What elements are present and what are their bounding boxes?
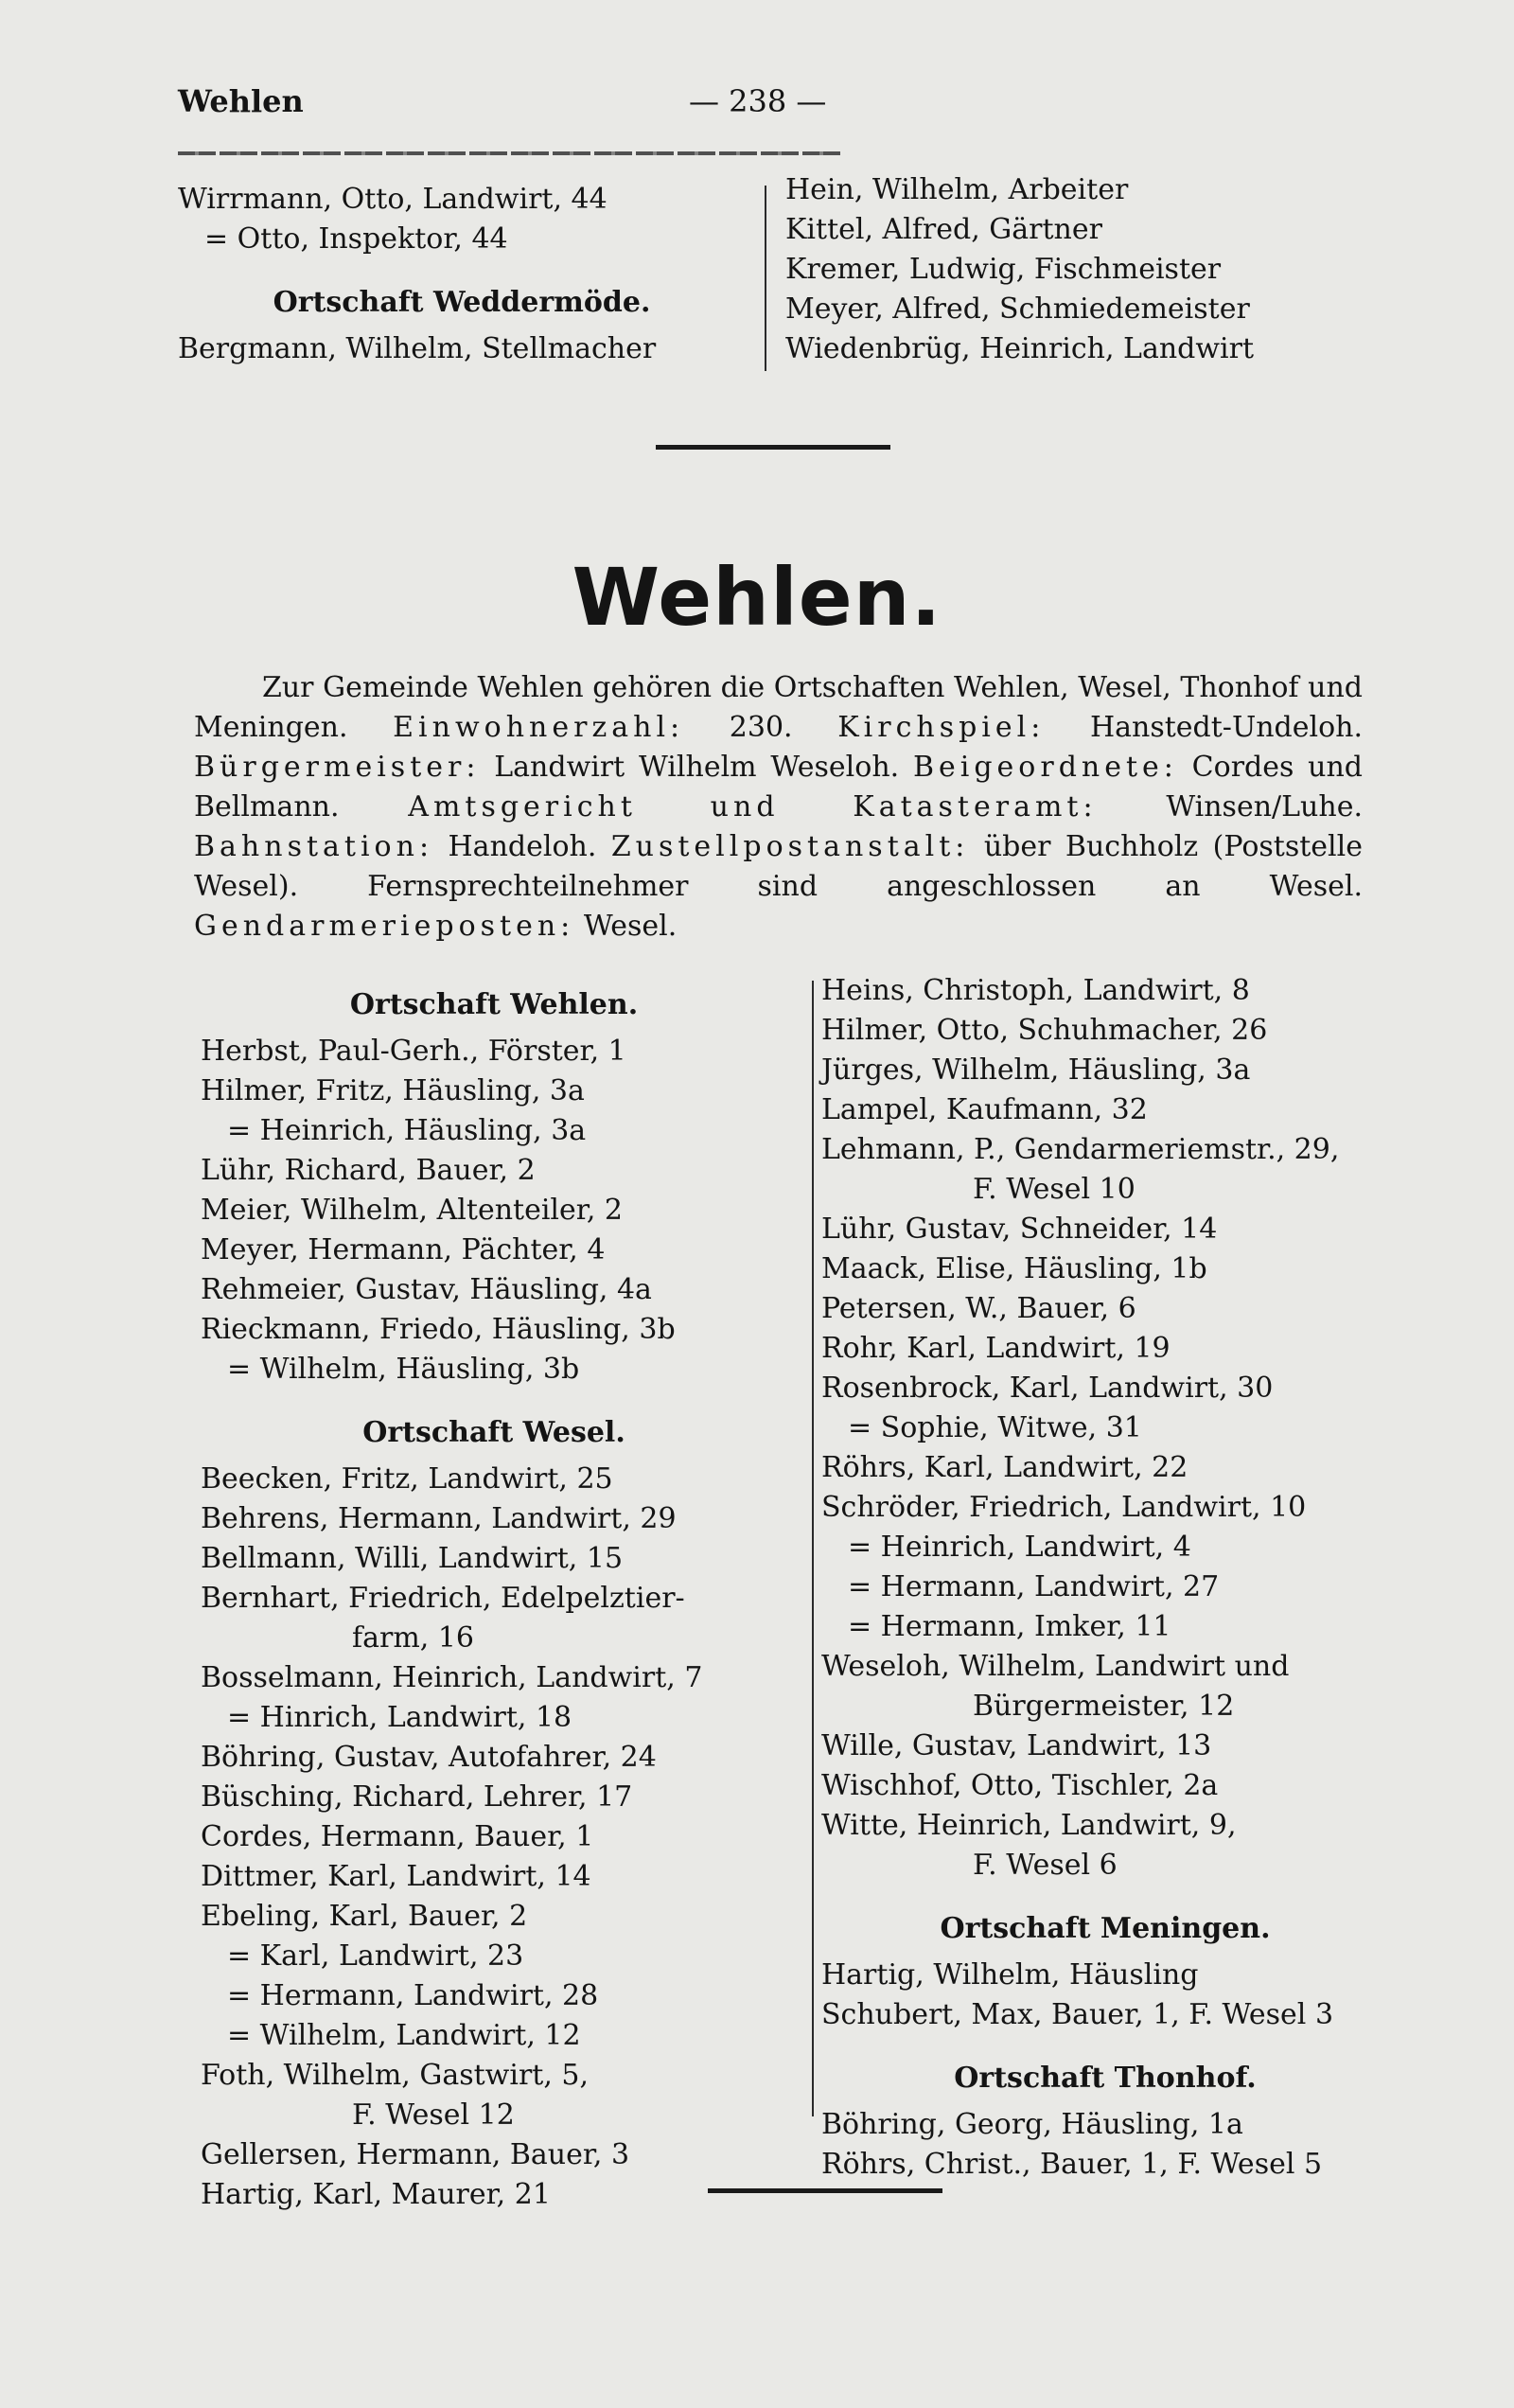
intro-paragraph	[194, 668, 1363, 947]
list-item: Weseloh, Wilhelm, Landwirt und	[821, 1650, 1290, 1683]
list-item: Kremer, Ludwig, Fischmeister	[785, 253, 1222, 286]
section-rule-top	[656, 445, 890, 450]
list-item: Bergmann, Wilhelm, Stellmacher	[178, 332, 657, 365]
list-item: Rosenbrock, Karl, Landwirt, 30	[821, 1372, 1274, 1405]
list-item: Wille, Gustav, Landwirt, 13	[821, 1729, 1212, 1762]
intro-text: Wesel.	[583, 910, 678, 943]
list-item: = Sophie, Witwe, 31	[848, 1411, 1142, 1444]
list-item: Meyer, Hermann, Pächter, 4	[201, 1233, 606, 1266]
list-item: Schubert, Max, Bauer, 1, F. Wesel 3	[821, 1998, 1334, 2031]
column-divider-top	[765, 186, 766, 371]
list-item: Behrens, Hermann, Landwirt, 29	[201, 1502, 677, 1535]
intro-key: Amtsgericht und Katasteramt:	[408, 790, 1098, 823]
list-item: Hein, Wilhelm, Arbeiter	[785, 173, 1129, 206]
spacer	[178, 259, 746, 276]
intro-text: Hanstedt-Undeloh.	[1089, 711, 1364, 744]
list-item: = Karl, Landwirt, 23	[227, 1939, 524, 1973]
list-item: Maack, Elise, Häusling, 1b	[821, 1252, 1207, 1285]
list-item: Wiedenbrüg, Heinrich, Landwirt	[785, 332, 1255, 365]
list-item: = Hermann, Landwirt, 27	[848, 1570, 1220, 1603]
list-item: Lampel, Kaufmann, 32	[821, 1093, 1148, 1126]
top-right-column	[785, 170, 1353, 369]
column-divider-main	[812, 981, 814, 2116]
intro-key: Beigeordnete:	[912, 751, 1178, 784]
list-item: = Wilhelm, Landwirt, 12	[227, 2019, 581, 2052]
list-item: = Hermann, Imker, 11	[848, 1610, 1171, 1643]
running-head	[178, 83, 1361, 131]
list-item: Petersen, W., Bauer, 6	[821, 1292, 1136, 1325]
list-item: Hilmer, Otto, Schuhmacher, 26	[821, 1014, 1268, 1047]
list-item: Bellmann, Willi, Landwirt, 15	[201, 1542, 624, 1575]
section-rule-bottom	[708, 2188, 942, 2193]
list-item: Hilmer, Fritz, Häusling, 3a	[201, 1074, 585, 1107]
list-item: Beecken, Fritz, Landwirt, 25	[201, 1462, 613, 1496]
list-item: = Hermann, Landwirt, 28	[227, 1979, 599, 2012]
list-item: Hartig, Karl, Maurer, 21	[201, 2178, 551, 2211]
intro-key: Zustellpostanstalt:	[610, 830, 970, 863]
section-title-thonhof: Ortschaft Thonhof.	[954, 2062, 1257, 2095]
list-item: Heins, Christoph, Landwirt, 8	[821, 974, 1250, 1007]
top-left-column	[178, 180, 746, 369]
running-title: Wehlen	[178, 83, 304, 119]
list-item: Dittmer, Karl, Landwirt, 14	[201, 1860, 591, 1893]
list-item-continuation: farm, 16	[352, 1621, 475, 1655]
list-item: Schröder, Friedrich, Landwirt, 10	[821, 1491, 1307, 1524]
intro-key: Bürgermeister:	[194, 751, 481, 784]
list-item: Büsching, Richard, Lehrer, 17	[201, 1780, 633, 1814]
section-title-wesel: Ortschaft Wesel.	[362, 1416, 625, 1449]
list-item: Röhrs, Karl, Landwirt, 22	[821, 1451, 1188, 1484]
list-item: Herbst, Paul-Gerh., Förster, 1	[201, 1035, 626, 1068]
list-item-continuation: F. Wesel 6	[973, 1849, 1118, 1882]
list-item: Wirrmann, Otto, Landwirt, 44	[178, 183, 607, 216]
intro-key: Kirchspiel:	[837, 711, 1046, 744]
list-item: Meier, Wilhelm, Altenteiler, 2	[201, 1194, 623, 1227]
list-item: = Otto, Inspektor, 44	[204, 222, 508, 256]
list-item: Meyer, Alfred, Schmiedemeister	[785, 292, 1250, 326]
intro-key: Einwohnerzahl:	[393, 711, 685, 744]
section-title-weddermoede: Ortschaft Weddermöde.	[273, 286, 651, 319]
page-number: — 238 —	[689, 83, 827, 119]
intro-text: Zur Gemeinde Wehlen gehören die Ortschaften Wehlen, Wesel, Thonhof und Meningen.	[194, 671, 1363, 744]
list-item: Lehmann, P., Gendarmeriemstr., 29,	[821, 1133, 1340, 1166]
list-item: Jürges, Wilhelm, Häusling, 3a	[821, 1054, 1251, 1087]
list-item-continuation: F. Wesel 12	[352, 2098, 515, 2132]
intro-text: Handeloh.	[448, 830, 597, 863]
header-rule	[178, 151, 840, 155]
list-item: Bernhart, Friedrich, Edelpelztier-	[201, 1582, 685, 1615]
list-item: Hartig, Wilhelm, Häusling	[821, 1958, 1199, 1992]
spacer	[201, 1390, 787, 1407]
list-item: Rieckmann, Friedo, Häusling, 3b	[201, 1313, 676, 1346]
list-item: = Hinrich, Landwirt, 18	[227, 1701, 572, 1734]
list-item: Kittel, Alfred, Gärtner	[785, 213, 1102, 246]
page-title: Wehlen.	[572, 551, 942, 644]
list-item-continuation: F. Wesel 10	[973, 1173, 1136, 1206]
list-item: Lühr, Richard, Bauer, 2	[201, 1154, 536, 1187]
list-item: Foth, Wilhelm, Gastwirt, 5,	[201, 2059, 590, 2092]
list-item: Rehmeier, Gustav, Häusling, 4a	[201, 1273, 652, 1306]
list-item: Ebeling, Karl, Bauer, 2	[201, 1900, 528, 1933]
list-item: Witte, Heinrich, Landwirt, 9,	[821, 1809, 1237, 1842]
list-item: Bosselmann, Heinrich, Landwirt, 7	[201, 1661, 703, 1694]
intro-text: über Buchholz (Poststelle Wesel). Fernsprechteilnehmer sind angeschlossen an Wesel.	[194, 830, 1363, 903]
intro-key: Bahnstation:	[194, 830, 434, 863]
right-column	[821, 971, 1389, 2185]
list-item: = Heinrich, Landwirt, 4	[848, 1531, 1191, 1564]
spacer	[821, 2035, 1389, 2052]
intro-key: Gendarmerieposten:	[194, 910, 575, 943]
section-title-meningen: Ortschaft Meningen.	[940, 1912, 1271, 1945]
list-item: Cordes, Hermann, Bauer, 1	[201, 1820, 594, 1853]
list-item-continuation: Bürgermeister, 12	[973, 1690, 1235, 1723]
list-item: Wischhof, Otto, Tischler, 2a	[821, 1769, 1219, 1802]
list-item: Rohr, Karl, Landwirt, 19	[821, 1332, 1171, 1365]
intro-text: Winsen/Luhe.	[1166, 790, 1363, 823]
list-item: Röhrs, Christ., Bauer, 1, F. Wesel 5	[821, 2148, 1323, 2181]
intro-text: 230.	[729, 711, 793, 744]
list-item: Gellersen, Hermann, Bauer, 3	[201, 2138, 630, 2171]
list-item: Lühr, Gustav, Schneider, 14	[821, 1213, 1218, 1246]
list-item: Böhring, Georg, Häusling, 1a	[821, 2108, 1243, 2141]
list-item: = Heinrich, Häusling, 3a	[227, 1114, 587, 1147]
intro-text: Landwirt Wilhelm Weseloh.	[494, 751, 900, 784]
left-column	[201, 979, 787, 2215]
intro-text: Cordes und Bellmann.	[194, 751, 1363, 823]
spacer	[821, 1886, 1389, 1903]
list-item: = Wilhelm, Häusling, 3b	[227, 1353, 580, 1386]
section-title-wehlen: Ortschaft Wehlen.	[349, 988, 639, 1021]
list-item: Böhring, Gustav, Autofahrer, 24	[201, 1741, 657, 1774]
